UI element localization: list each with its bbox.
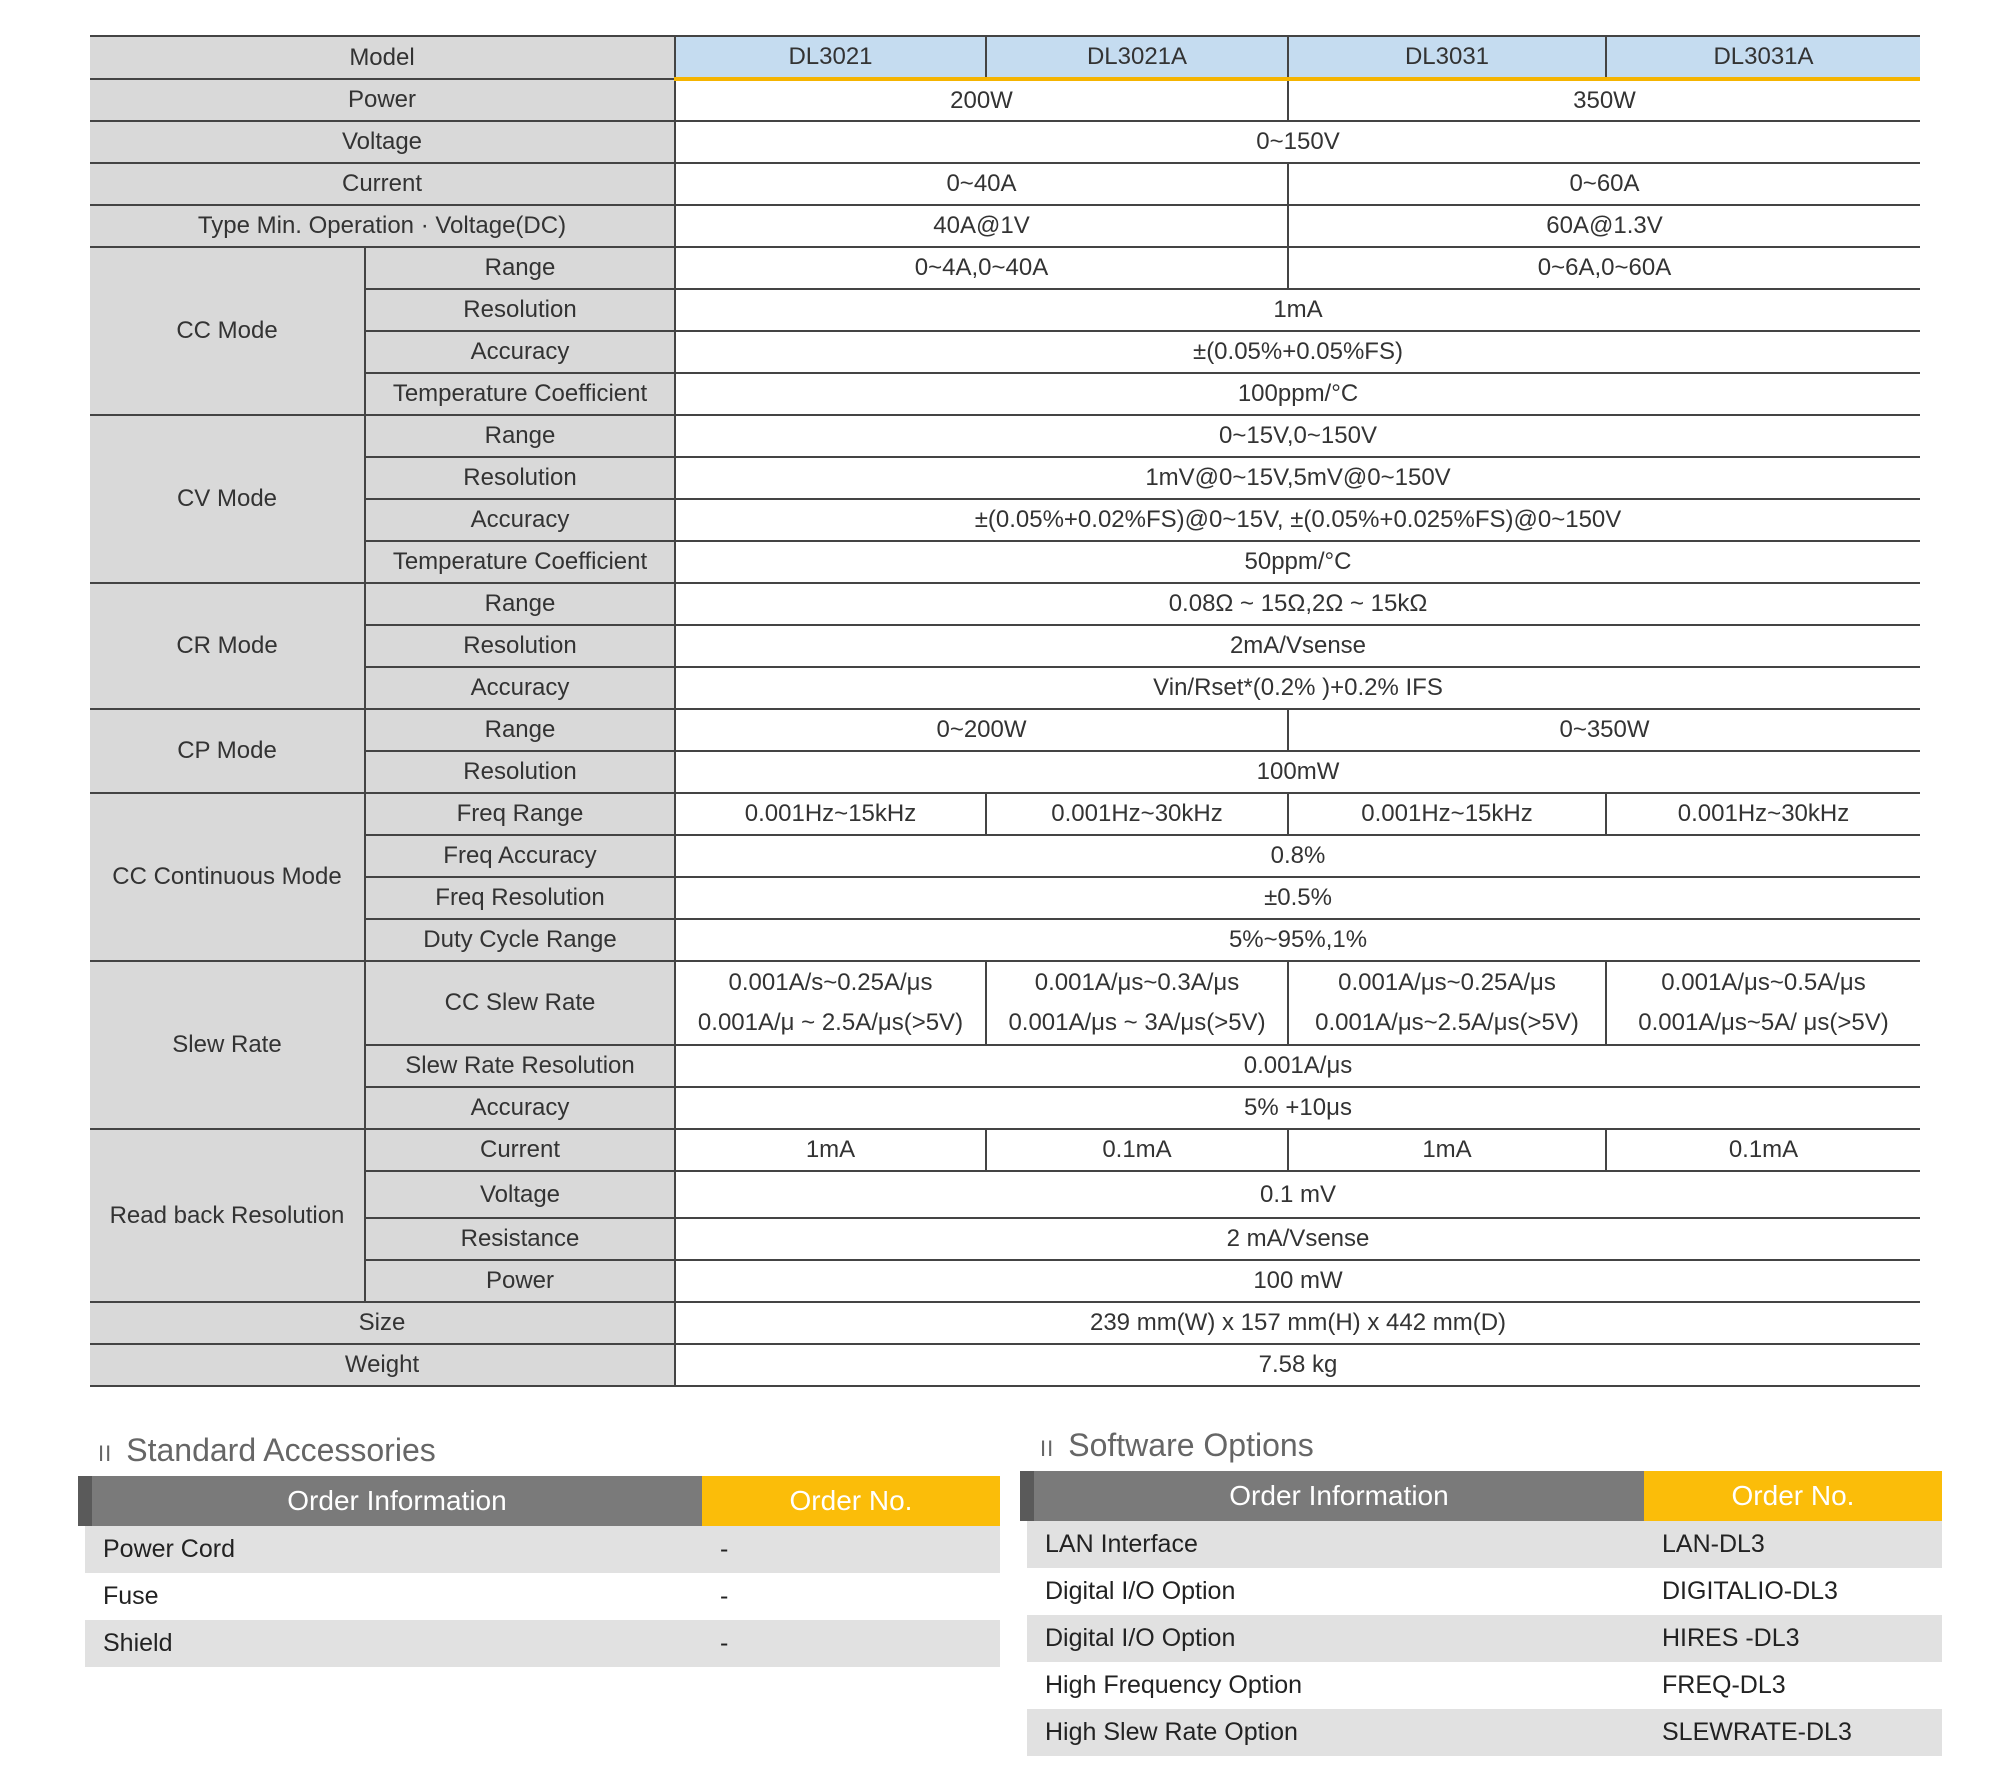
slew-acc-value: 5% +10μs <box>675 1087 1920 1129</box>
cr-range-value: 0.08Ω ~ 15Ω,2Ω ~ 15kΩ <box>675 583 1920 625</box>
cv-temp-row <box>90 541 1920 583</box>
order-no-cell: - <box>702 1620 1000 1667</box>
rb-current-label: Current <box>365 1129 675 1171</box>
order-info-header: Order Information <box>85 1476 702 1526</box>
power-label: Power <box>90 79 675 121</box>
model-header-row <box>90 36 1920 79</box>
cr-resolution-value: 2mA/Vsense <box>675 625 1920 667</box>
spec-table <box>90 35 1920 1387</box>
cr-accuracy-value: Vin/Rset*(0.2% )+0.2% IFS <box>675 667 1920 709</box>
rb-current-dl3021: 1mA <box>675 1129 986 1171</box>
ccc-duty-label: Duty Cycle Range <box>365 919 675 961</box>
table-row <box>85 1573 1000 1620</box>
slew-res-label: Slew Rate Resolution <box>365 1045 675 1087</box>
cr-accuracy-row <box>90 667 1920 709</box>
size-value: 239 mm(W) x 157 mm(H) x 442 mm(D) <box>675 1302 1920 1344</box>
slew-line2: 0.001A/μs ~ 3A/μs(>5V) <box>1008 1009 1266 1036</box>
order-no-header: Order No. <box>702 1476 1000 1526</box>
order-info-cell: Fuse <box>85 1573 702 1620</box>
order-no-cell: FREQ-DL3 <box>1644 1662 1942 1709</box>
order-no-header: Order No. <box>1644 1471 1942 1521</box>
order-info-header: Order Information <box>1027 1471 1644 1521</box>
ccc-facc-row <box>90 835 1920 877</box>
cp-range-label: Range <box>365 709 675 751</box>
cc-range-label: Range <box>365 247 675 289</box>
cr-range-row <box>90 583 1920 625</box>
section-title-text: Standard Accessories <box>126 1432 436 1468</box>
order-info-cell: Shield <box>85 1620 702 1667</box>
slew-cc-label: CC Slew Rate <box>365 961 675 1045</box>
cv-resolution-row <box>90 457 1920 499</box>
rb-current-dl3031: 1mA <box>1288 1129 1606 1171</box>
order-info-cell: High Frequency Option <box>1027 1662 1644 1709</box>
slew-line2: 0.001A/μs~2.5A/μs(>5V) <box>1315 1009 1579 1036</box>
readback-group: Read back Resolution <box>90 1129 365 1302</box>
slew-cc-row <box>90 961 1920 1045</box>
ccc-fres-value: ±0.5% <box>675 877 1920 919</box>
ccc-freq-dl3021a: 0.001Hz~30kHz <box>986 793 1288 835</box>
standard-accessories-table <box>78 1476 1000 1667</box>
cp-range-row <box>90 709 1920 751</box>
slew-line1: 0.001A/μs~0.3A/μs <box>1034 969 1240 996</box>
power-350: 350W <box>1288 79 1920 121</box>
table-row <box>1027 1709 1942 1756</box>
rb-voltage-value: 0.1 mV <box>675 1171 1920 1218</box>
rb-current-dl3021a: 0.1mA <box>986 1129 1288 1171</box>
min-operation-60: 60A@1.3V <box>1288 205 1920 247</box>
rb-power-label: Power <box>365 1260 675 1302</box>
cr-resolution-row <box>90 625 1920 667</box>
cv-temp-label: Temperature Coefficient <box>365 541 675 583</box>
table-row <box>85 1526 1000 1573</box>
cv-resolution-label: Resolution <box>365 457 675 499</box>
weight-row <box>90 1344 1920 1386</box>
ccc-freq-label: Freq Range <box>365 793 675 835</box>
slew-rate-group: Slew Rate <box>90 961 365 1129</box>
ccc-duty-row <box>90 919 1920 961</box>
current-60: 0~60A <box>1288 163 1920 205</box>
ccc-facc-label: Freq Accuracy <box>365 835 675 877</box>
cc-range-a: 0~4A,0~40A <box>675 247 1288 289</box>
slew-acc-row <box>90 1087 1920 1129</box>
ccc-facc-value: 0.8% <box>675 835 1920 877</box>
cp-mode-group: CP Mode <box>90 709 365 793</box>
min-operation-40: 40A@1V <box>675 205 1288 247</box>
standard-accessories-title <box>98 1432 436 1469</box>
order-no-cell: - <box>702 1573 1000 1620</box>
cc-resolution-row <box>90 289 1920 331</box>
order-info-cell: Power Cord <box>85 1526 702 1573</box>
rb-current-dl3031a: 0.1mA <box>1606 1129 1920 1171</box>
ccc-fres-label: Freq Resolution <box>365 877 675 919</box>
cr-resolution-label: Resolution <box>365 625 675 667</box>
slew-cc-dl3021 <box>675 961 986 1045</box>
rb-resistance-label: Resistance <box>365 1218 675 1260</box>
cv-resolution-value: 1mV@0~15V,5mV@0~150V <box>675 457 1920 499</box>
weight-label: Weight <box>90 1344 675 1386</box>
cc-continuous-group: CC Continuous Mode <box>90 793 365 961</box>
table-row <box>1027 1615 1942 1662</box>
order-info-cell: Digital I/O Option <box>1027 1568 1644 1615</box>
model-dl3021: DL3021 <box>675 36 986 79</box>
current-40: 0~40A <box>675 163 1288 205</box>
software-options-table <box>1020 1471 1942 1756</box>
cv-accuracy-row <box>90 499 1920 541</box>
software-options-title <box>1040 1427 1314 1464</box>
model-dl3021a: DL3021A <box>986 36 1288 79</box>
rb-voltage-label: Voltage <box>365 1171 675 1218</box>
cp-range-b: 0~350W <box>1288 709 1920 751</box>
cc-accuracy-value: ±(0.05%+0.05%FS) <box>675 331 1920 373</box>
section-bars-icon: II <box>98 1441 113 1466</box>
ccc-fres-row <box>90 877 1920 919</box>
cv-temp-value: 50ppm/°C <box>675 541 1920 583</box>
min-operation-label: Type Min. Operation · Voltage(DC) <box>90 205 675 247</box>
cc-range-row <box>90 247 1920 289</box>
cc-temp-value: 100ppm/°C <box>675 373 1920 415</box>
ccc-freq-dl3031a: 0.001Hz~30kHz <box>1606 793 1920 835</box>
order-info-cell: Digital I/O Option <box>1027 1615 1644 1662</box>
voltage-row <box>90 121 1920 163</box>
order-no-cell: HIRES -DL3 <box>1644 1615 1942 1662</box>
slew-line1: 0.001A/μs~0.5A/μs <box>1661 969 1866 996</box>
slew-cc-dl3021a <box>986 961 1288 1045</box>
model-dl3031a: DL3031A <box>1606 36 1920 79</box>
cc-resolution-label: Resolution <box>365 289 675 331</box>
order-no-cell: SLEWRATE-DL3 <box>1644 1709 1942 1756</box>
rb-current-row <box>90 1129 1920 1171</box>
current-row <box>90 163 1920 205</box>
size-label: Size <box>90 1302 675 1344</box>
order-no-cell: DIGITALIO-DL3 <box>1644 1568 1942 1615</box>
rb-resistance-value: 2 mA/Vsense <box>675 1218 1920 1260</box>
slew-cc-dl3031a <box>1606 961 1920 1045</box>
cc-resolution-value: 1mA <box>675 289 1920 331</box>
table-row <box>1027 1568 1942 1615</box>
table-row <box>1027 1662 1942 1709</box>
cc-temp-label: Temperature Coefficient <box>365 373 675 415</box>
order-no-cell: LAN-DL3 <box>1644 1521 1942 1568</box>
cv-mode-group: CV Mode <box>90 415 365 583</box>
software-header-row <box>1027 1471 1942 1521</box>
order-no-cell: - <box>702 1526 1000 1573</box>
cv-range-value: 0~15V,0~150V <box>675 415 1920 457</box>
order-info-cell: High Slew Rate Option <box>1027 1709 1644 1756</box>
standard-header-row <box>85 1476 1000 1526</box>
size-row <box>90 1302 1920 1344</box>
rb-resistance-row <box>90 1218 1920 1260</box>
table-row <box>1027 1521 1942 1568</box>
power-row <box>90 79 1920 121</box>
cc-accuracy-label: Accuracy <box>365 331 675 373</box>
ccc-duty-value: 5%~95%,1% <box>675 919 1920 961</box>
cr-range-label: Range <box>365 583 675 625</box>
order-info-cell: LAN Interface <box>1027 1521 1644 1568</box>
table-row <box>85 1620 1000 1667</box>
cc-temp-row <box>90 373 1920 415</box>
cv-accuracy-label: Accuracy <box>365 499 675 541</box>
cp-resolution-value: 100mW <box>675 751 1920 793</box>
cv-range-label: Range <box>365 415 675 457</box>
rb-power-row <box>90 1260 1920 1302</box>
ccc-freq-dl3031: 0.001Hz~15kHz <box>1288 793 1606 835</box>
cc-mode-group: CC Mode <box>90 247 365 415</box>
weight-value: 7.58 kg <box>675 1344 1920 1386</box>
slew-acc-label: Accuracy <box>365 1087 675 1129</box>
current-label: Current <box>90 163 675 205</box>
slew-res-value: 0.001A/μs <box>675 1045 1920 1087</box>
model-dl3031: DL3031 <box>1288 36 1606 79</box>
cp-resolution-label: Resolution <box>365 751 675 793</box>
slew-cc-dl3031 <box>1288 961 1606 1045</box>
slew-res-row <box>90 1045 1920 1087</box>
cr-accuracy-label: Accuracy <box>365 667 675 709</box>
cr-mode-group: CR Mode <box>90 583 365 709</box>
rb-power-value: 100 mW <box>675 1260 1920 1302</box>
slew-line1: 0.001A/μs~0.25A/μs <box>1338 969 1556 996</box>
section-bars-icon: II <box>1040 1436 1055 1461</box>
ccc-freq-dl3021: 0.001Hz~15kHz <box>675 793 986 835</box>
cv-accuracy-value: ±(0.05%+0.02%FS)@0~15V, ±(0.05%+0.025%FS)@0~150V <box>675 499 1920 541</box>
cp-resolution-row <box>90 751 1920 793</box>
rb-voltage-row <box>90 1171 1920 1218</box>
voltage-value: 0~150V <box>675 121 1920 163</box>
power-200: 200W <box>675 79 1288 121</box>
ccc-freq-row <box>90 793 1920 835</box>
voltage-label: Voltage <box>90 121 675 163</box>
model-label: Model <box>90 36 675 79</box>
section-title-text: Software Options <box>1068 1427 1314 1463</box>
cc-accuracy-row <box>90 331 1920 373</box>
cp-range-a: 0~200W <box>675 709 1288 751</box>
cc-range-b: 0~6A,0~60A <box>1288 247 1920 289</box>
slew-line1: 0.001A/s~0.25A/μs <box>728 969 933 996</box>
cv-range-row <box>90 415 1920 457</box>
min-operation-row <box>90 205 1920 247</box>
slew-line2: 0.001A/μs~5A/ μs(>5V) <box>1638 1009 1889 1036</box>
slew-line2: 0.001A/μ ~ 2.5A/μs(>5V) <box>697 1009 964 1036</box>
